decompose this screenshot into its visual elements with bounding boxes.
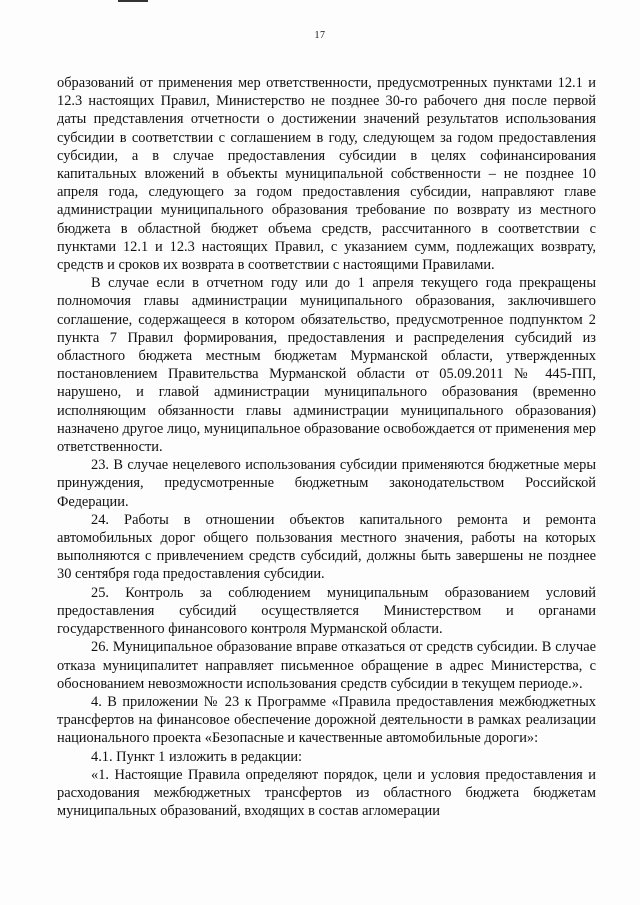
paragraph-item-26: 26. Муниципальное образование вправе отказаться от средств субсидии. В случае отказа муниципалитет направляет письменное обращение в адрес Министерства, с обоснованием невозможности использования средств субсидии в текущем периоде.». <box>57 639 596 692</box>
paragraph-termination-of-powers: В случае если в отчетном году или до 1 апреля текущего года прекращены полномочия главы администрации муниципального образования, заключившего соглашение, содержащееся в котором обязательство, предусмотренное подпунктом 2 пункта 7 Правил формирования, предоставления и распределения субсидий из областного бюджета местным бюджетам Мурманской области, утвержденных постановлением Правительства Мурманской области от 05.09.2011 № 445-ПП, нарушено, и главой администрации муниципального образования (временно исполняющим обязанности главы администрации муниципального образования) назначено другое лицо, муниципальное образование освобождается от применения мер ответственности. <box>57 275 596 456</box>
paragraph-rule-1: «1. Настоящие Правила определяют порядок, цели и условия предоставления и расходования межбюджетных трансфертов из областного бюджета бюджетам муниципальных образований, входящих в состав агломерации <box>57 766 596 820</box>
paragraph-continuation: образований от применения мер ответственности, предусмотренных пунктами 12.1 и 12.3 настоящих Правил, Министерство не позднее 30-го рабочего дня после первой даты представления отчетности о достижении значений результатов использования субсидии в соответствии с соглашением в году, следующем за годом предоставления субсидии, а в случае предоставления субсидии в целях софинансирования капитальных вложений в объекты муниципальной собственности – не позднее 10 апреля года, следующего за годом предоставления субсидии, направляют главе администрации муниципального образования требование по возврату из местного бюджета в областной бюджет объема средств, рассчитанного в соответствии с пунктами 12.1 и 12.3 настоящих Правил, с указанием сумм, подлежащих возврату, средств и сроков их возврата в соответствии с настоящими Правилами. <box>57 75 596 274</box>
page-number: 17 <box>314 30 326 41</box>
paragraph-item-24: 24. Работы в отношении объектов капитального ремонта и ремонта автомобильных дорог общего пользования местного значения, работы на которых выполняются с привлечением средств субсидий, должны быть завершены не позднее 30 сентября года предоставления субсидии. <box>57 511 596 583</box>
paragraph-item-23: 23. В случае нецелевого использования субсидии применяются бюджетные меры принуждения, предусмотренные бюджетным законодательством Российской Федерации. <box>57 457 596 510</box>
document-body <box>57 74 596 820</box>
paragraph-item-25: 25. Контроль за соблюдением муниципальным образованием условий предоставления субсидий осуществляется Министерством и органами государственного финансового контроля Мурманской области. <box>57 584 596 638</box>
scan-edge-mark <box>118 0 148 2</box>
paragraph-item-4: 4. В приложении № 23 к Программе «Правила предоставления межбюджетных трансфертов на финансовое обеспечение дорожной деятельности в рамках реализации национального проекта «Безопасные и качественные автомобильные дороги»: <box>57 693 596 747</box>
paragraph-item-4-1: 4.1. Пункт 1 изложить в редакции: <box>91 748 303 765</box>
